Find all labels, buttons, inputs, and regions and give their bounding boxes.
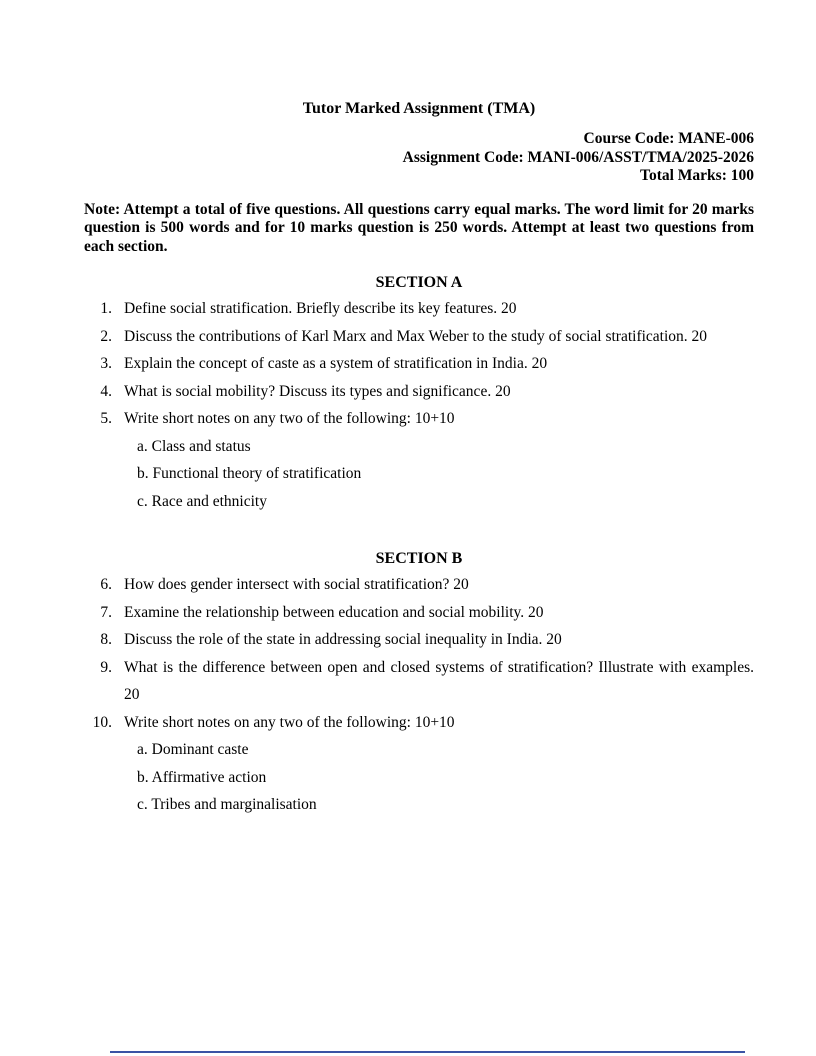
question-1-number: 1.: [100, 300, 112, 318]
question-2: [84, 323, 754, 351]
section-a-heading: SECTION A: [375, 274, 463, 292]
question-4-number: 4.: [100, 382, 112, 400]
question-7-text: Examine the relationship between education and social mobility. 20: [124, 603, 544, 621]
question-3-text: Explain the concept of caste as a system of stratification in India. 20: [124, 355, 548, 373]
question-9-number: 9.: [100, 658, 112, 676]
question-6: [84, 571, 754, 599]
question-2-number: 2.: [100, 327, 112, 345]
total-marks: Total Marks: 100: [640, 167, 754, 184]
question-5: [84, 405, 754, 433]
course-code: Course Code: MANE-006: [583, 130, 754, 147]
question-2-text: Discuss the contributions of Karl Marx and Max Weber to the study of social stratification. 20: [124, 327, 708, 345]
question-5-number: 5.: [100, 410, 112, 428]
question-7: [84, 599, 754, 627]
question-9: [84, 654, 754, 709]
question-10-subitems: [84, 736, 754, 819]
question-5-subitem-b: b. Functional theory of stratification: [137, 465, 362, 483]
question-5-subitem-c: c. Race and ethnicity: [137, 492, 267, 510]
question-8-text: Discuss the role of the state in addressing social inequality in India. 20: [124, 631, 562, 649]
question-8: [84, 626, 754, 654]
page-title: Tutor Marked Assignment (TMA): [302, 100, 536, 117]
question-10-number: 10.: [92, 713, 112, 731]
question-5-subitem-a: a. Class and status: [137, 437, 251, 455]
question-6-text: How does gender intersect with social stratification? 20: [124, 576, 469, 594]
question-7-number: 7.: [100, 603, 112, 621]
question-8-number: 8.: [100, 631, 112, 649]
question-5-text: Write short notes on any two of the following: 10+10: [124, 410, 455, 428]
question-10-subitem-b: b. Affirmative action: [137, 768, 267, 786]
question-6-number: 6.: [100, 576, 112, 594]
question-1: [84, 295, 754, 323]
question-10-subitem-c: c. Tribes and marginalisation: [137, 796, 317, 814]
question-3: [84, 350, 754, 378]
footer-rule: [110, 1051, 745, 1053]
question-3-number: 3.: [100, 355, 112, 373]
question-10: [84, 709, 754, 737]
question-9-text: What is the difference between open and closed systems of stratification? Illustrate with examples. 20: [124, 658, 754, 704]
header-meta: [84, 130, 754, 186]
question-10-text: Write short notes on any two of the following: 10+10: [124, 713, 455, 731]
section-b-question-list: [84, 571, 754, 736]
question-5-subitems: [84, 433, 754, 516]
question-10-subitem-a: a. Dominant caste: [137, 741, 249, 759]
assignment-code: Assignment Code: MANI-006/ASST/TMA/2025-2026: [402, 148, 754, 166]
section-b-heading: SECTION B: [375, 550, 463, 568]
question-4-text: What is social mobility? Discuss its types and significance. 20: [124, 382, 511, 400]
section-a-question-list: [84, 295, 754, 433]
question-1-text: Define social stratification. Briefly describe its key features. 20: [124, 300, 517, 318]
question-4: [84, 378, 754, 406]
page-content: [84, 0, 754, 819]
instructions-note: Note: Attempt a total of five questions. All questions carry equal marks. The word limit for 20 marks question is 500 words and for 10 marks question is 250 words. Attempt at least two questions from each section.: [84, 200, 754, 255]
